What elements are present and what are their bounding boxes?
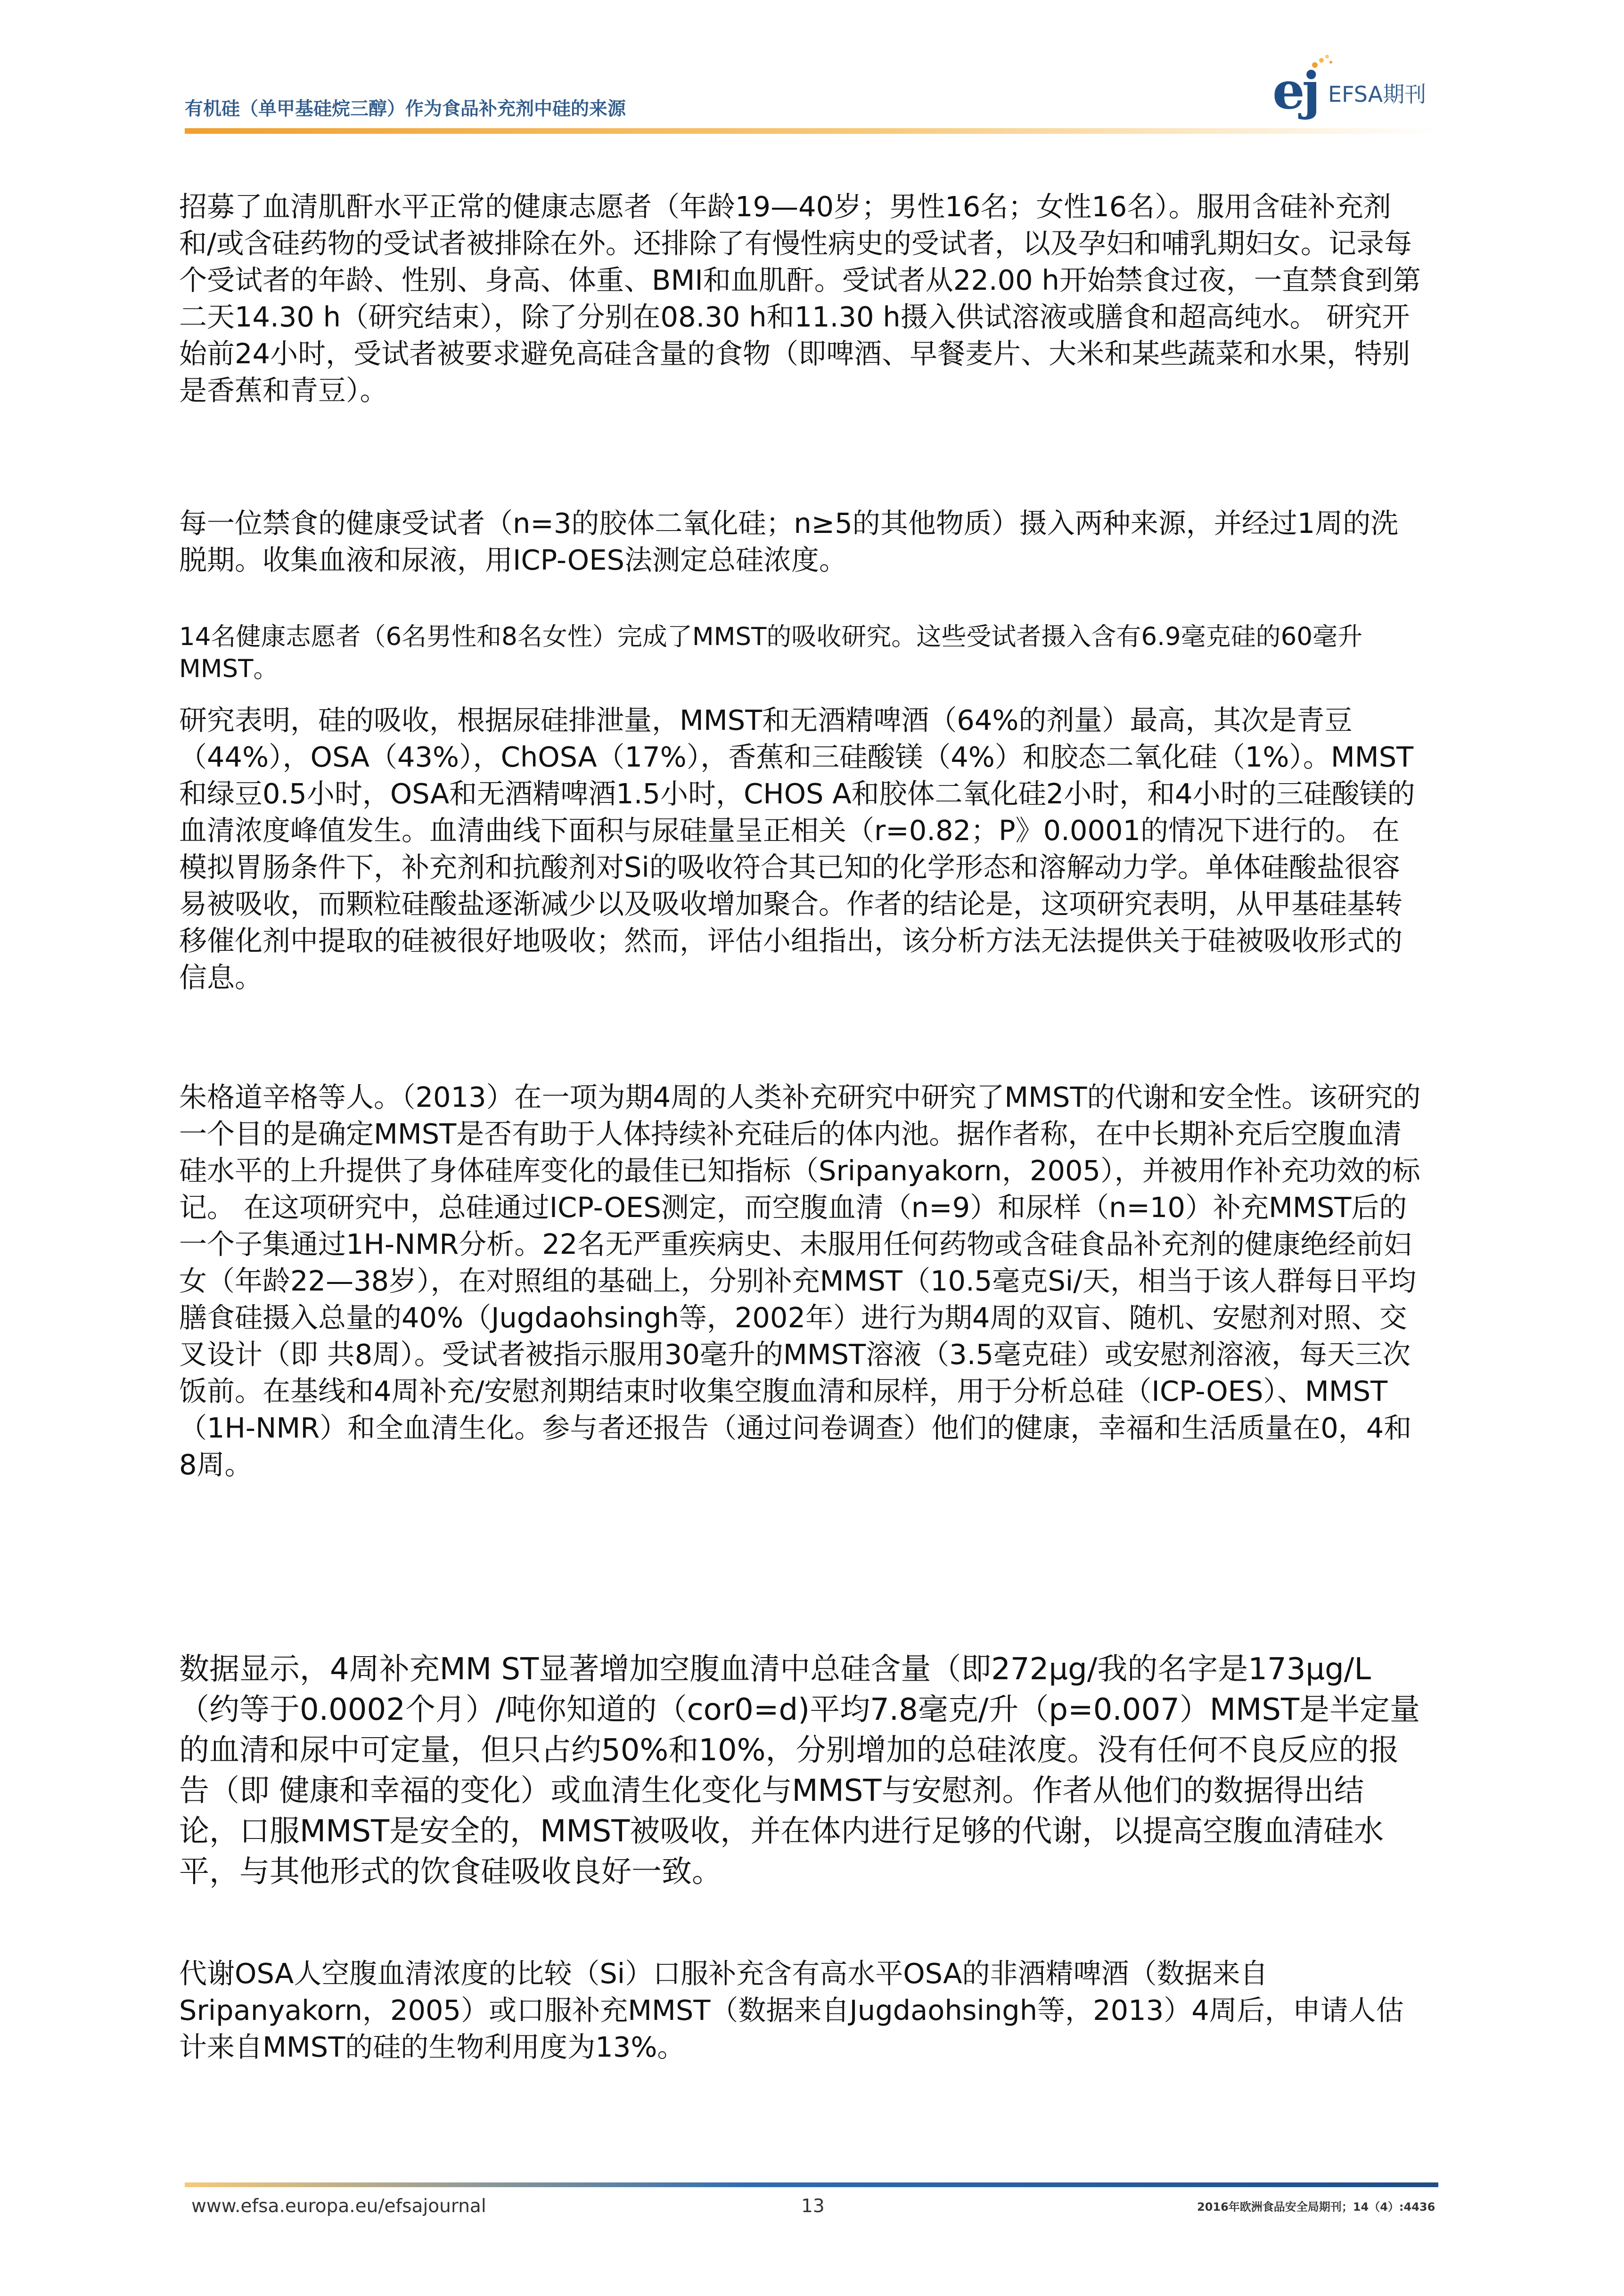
logo-text: EFSA期刊 (1328, 82, 1427, 107)
paragraph-data-results: 数据显示，4周补充MM ST显著增加空腹血清中总硅含量（即272μg/我的名字是173μg/L （约等于0.0002个月）/吨你知道的（cor0=d)平均7.8毫克/升（p=0.007）MMST是半定量的血清和尿中可定量，但只占约50%和10%，分别增加的总硅浓度。没有任何不良反应的报告（即 健康和幸福的变化）或血清生化变化与MMST与安慰剂。作者从他们的数据得出结论，口服MMST是安全的，MMST被吸收，并在体内进行足够的代谢，以提高空腹血清硅水平，与其他形式的饮食硅吸收良好一致。 (179, 1652, 1420, 1889)
footer-url: www.efsa.europa.eu/efsajournal (191, 2196, 486, 2217)
footer-rule (185, 2182, 1438, 2187)
page-number: 13 (801, 2196, 825, 2217)
efsa-journal-logo (1272, 52, 1442, 123)
logo-mark: ej (1272, 61, 1318, 121)
paragraph-bioavailability: 代谢OSA人空腹血清浓度的比较（Si）口服补充含有高水平OSA的非酒精啤酒（数据来自Sripanyakorn，2005）或口服补充MMST（数据来自Jugdaohsingh等，2013）4周后，申请人估计来自MMST的硅的生物利用度为13%。 (179, 1957, 1404, 2063)
paragraph-fasting-subjects: 每一位禁食的健康受试者（n=3的胶体二氧化硅；n≥5的其他物质）摄入两种来源，并经过1周的洗脱期。收集血液和尿液，用ICP-OES法测定总硅浓度。 (179, 507, 1399, 576)
paragraph-mmst-absorption: 14名健康志愿者（6名男性和8名女性）完成了MMST的吸收研究。这些受试者摄入含有6.9毫克硅的60毫升MMST。 (179, 622, 1363, 683)
header-rule (185, 128, 1438, 134)
paragraph-participants: 招募了血清肌酐水平正常的健康志愿者（年龄19—40岁；男性16名；女性16名）。服用含硅补充剂和/或含硅药物的受试者被排除在外。还排除了有慢性病史的受试者，以及孕妇和哺乳期妇女。记录每个受试者的年龄、性别、身高、体重、BMI和血肌酐。受试者从22.00 h开始禁食过夜，一直禁食到第二天14.30 h（研究结束），除了分别在08.30 h和11.30 h摄入供试溶液或膳食和超高纯水。 研究开始前24小时，受试者被要求避免高硅含量的食物（即啤酒、早餐麦片、大米和某些蔬菜和水果，特别是香蕉和青豆）。 (179, 190, 1421, 407)
paragraph-absorption-results: 研究表明，硅的吸收，根据尿硅排泄量，MMST和无酒精啤酒（64%的剂量）最高，其次是青豆（44%），OSA（43%），ChOSA（17%），香蕉和三硅酸镁（4%）和胶态二氧化硅（1%）。MMST和绿豆0.5小时，OSA和无酒精啤酒1.5小时，CHOS A和胶体二氧化硅2小时，和4小时的三硅酸镁的血清浓度峰值发生。血清曲线下面积与尿硅量呈正相关（r=0.82；P》0.0001的情况下进行的。 在模拟胃肠条件下，补充剂和抗酸剂对Si的吸收符合其已知的化学形态和溶解动力学。单体硅酸盐很容易被吸收，而颗粒硅酸盐逐渐减少以及吸收增加聚合。作者的结论是，这项研究表明，从甲基硅基转移催化剂中提取的硅被很好地吸收；然而，评估小组指出，该分析方法无法提供关于硅被吸收形式的信息。 (179, 704, 1415, 994)
header-title: 有机硅（单甲基硅烷三醇）作为食品补充剂中硅的来源 (185, 98, 626, 120)
footer-journal-reference: 2016年欧洲食品安全局期刊；14（4）:4436 (1197, 2200, 1435, 2214)
paragraph-jugdaohsingh-study: 朱格道辛格等人。（2013）在一项为期4周的人类补充研究中研究了MMST的代谢和安全性。该研究的一个目的是确定MMST是否有助于人体持续补充硅后的体内池。据作者称，在中长期补充后空腹血清硅水平的上升提供了身体硅库变化的最佳已知指标（Sripanyakorn，2005），并被用作补充功效的标记。 在这项研究中，总硅通过ICP-OES测定，而空腹血清（n=9）和尿样（n=10）补充MMST后的一个子集通过1H-NMR分析。22名无严重疾病史、未服用任何药物或含硅食品补充剂的健康绝经前妇女（年龄22—38岁），在对照组的基础上，分别补充MMST（10.5毫克Si/天，相当于该人群每日平均膳食硅摄入总量的40%（Jugdaohsingh等，2002年）进行为期4周的双盲、随机、安慰剂对照、交叉设计（即 共8周）。受试者被指示服用30毫升的MMST溶液（3.5毫克硅）或安慰剂溶液，每天三次饭前。在基线和4周补充/安慰剂期结束时收集空腹血清和尿样，用于分析总硅（ICP-OES）、MMST（1H-NMR）和全血清生化。参与者还报告（通过问卷调查）他们的健康，幸福和生活质量在0，4和8周。 (179, 1081, 1421, 1481)
